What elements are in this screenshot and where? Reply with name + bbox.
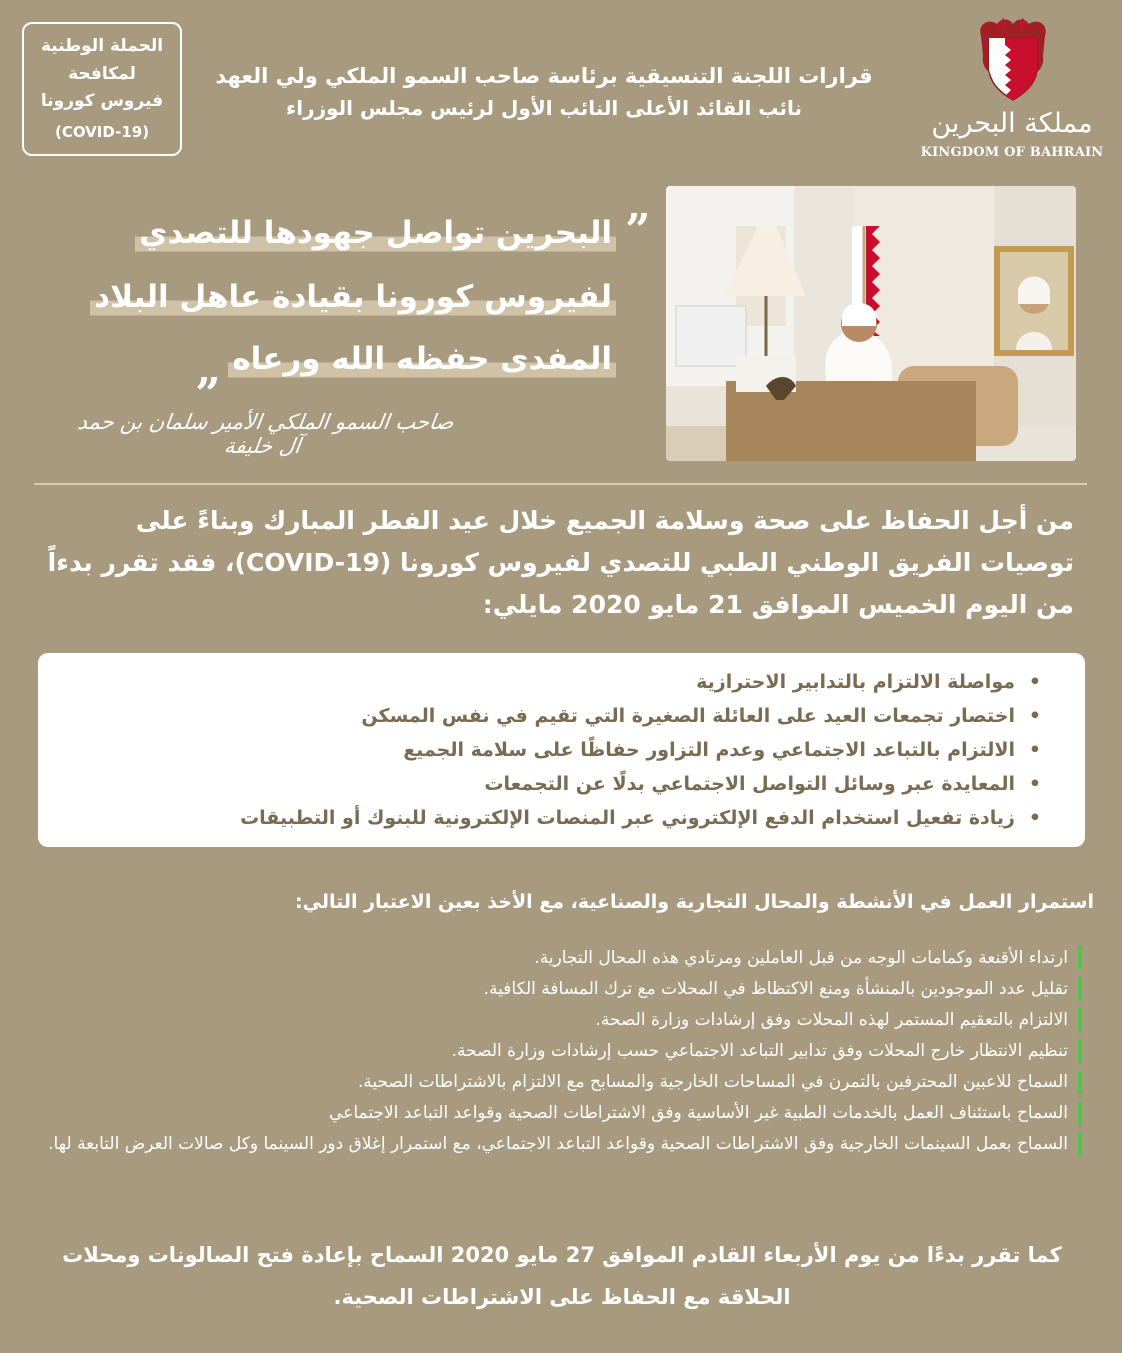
list-item: السماح باستئناف العمل بالخدمات الطبية غير الأساسية وفق الاشتراطات الصحية وقواعد التباعد الاجتماعي bbox=[22, 1101, 1082, 1125]
badge-line: (COVID-19) bbox=[54, 122, 150, 141]
quote-open-mark: „ bbox=[626, 180, 652, 231]
list-item: تقليل عدد الموجودين بالمنشأة ومنع الاكتظاظ في المحلات مع ترك المسافة الكافية. bbox=[22, 977, 1082, 1001]
list-item: السماح بعمل السينمات الخارجية وفق الاشتراطات الصحية وقواعد التباعد الاجتماعي، مع استمرار إغلاق دور السينما وكل صالات العرض التابعة لها. bbox=[22, 1132, 1082, 1156]
intro-paragraph: من أجل الحفاظ على صحة وسلامة الجميع خلال عيد الفطر المبارك وبناءً على توصيات الفريق الوطني الطبي للتصدي لفيروس كورونا (COVID-19)، فقد تقرر بدءاً من اليوم الخميس الموافق 21 مايو 2020 مايلي: bbox=[47, 506, 1074, 619]
header-title bbox=[184, 60, 904, 124]
list-item: • المعايدة عبر وسائل التواصل الاجتماعي بدلًا عن التجمعات bbox=[58, 767, 1041, 801]
closing-paragraph: كما تقرر بدءًا من يوم الأربعاء القادم الموافق 27 مايو 2020 السماح بإعادة فتح الصالونات ومحلات الحلاقة مع الحفاظ على الاشتراطات الصحية. bbox=[62, 1243, 1062, 1309]
badge-line: فيروس كورونا bbox=[40, 90, 164, 111]
quote-line-2: لفيروس كورونا بقيادة عاهل البلاد bbox=[90, 274, 616, 320]
business-conditions-list bbox=[22, 946, 1082, 1163]
badge-line: لمكافحة bbox=[68, 63, 136, 84]
section-divider bbox=[34, 483, 1087, 485]
signature: صاحب السمو الملكي الأمير سلمان بن حمد آل خليفة bbox=[76, 410, 456, 458]
quote-line-3: المفدى حفظه الله ورعاه bbox=[228, 336, 616, 382]
quote-close-mark: „ bbox=[196, 344, 222, 395]
quote-line-1: البحرين تواصل جهودها للتصدي bbox=[135, 210, 616, 256]
header-line-1: قرارات اللجنة التنسيقية برئاسة صاحب السمو الملكي ولي العهد bbox=[215, 64, 873, 88]
list-item: ارتداء الأقنعة وكمامات الوجه من قبل العاملين ومرتادي هذه المحال التجارية. bbox=[22, 946, 1082, 970]
logo-english: KINGDOM OF BAHRAIN bbox=[920, 145, 1104, 160]
list-item: • اختصار تجمعات العيد على العائلة الصغيرة التي تقيم في نفس المسكن bbox=[58, 699, 1041, 733]
header-line-2: نائب القائد الأعلى النائب الأول لرئيس مجلس الوزراء bbox=[286, 96, 802, 120]
list-item: تنظيم الانتظار خارج المحلات وفق تدابير التباعد الاجتماعي حسب إرشادات وزارة الصحة. bbox=[22, 1039, 1082, 1063]
logo-arabic: مملكة البحرين bbox=[931, 108, 1093, 139]
list-item: السماح للاعبين المحترفين بالتمرن في المساحات الخارجية والمسابح مع الالتزام بالاشتراطات الصحية. bbox=[22, 1070, 1082, 1094]
campaign-badge bbox=[22, 22, 182, 156]
list-item: الالتزام بالتعقيم المستمر لهذه المحلات وفق إرشادات وزارة الصحة. bbox=[22, 1008, 1082, 1032]
list-item: • زيادة تفعيل استخدام الدفع الإلكتروني عبر المنصات الإلكترونية للبنوك أو التطبيقات bbox=[58, 801, 1041, 835]
badge-line: الحملة الوطنية bbox=[40, 35, 164, 56]
crown-prince-photo bbox=[666, 186, 1076, 461]
business-section-title: استمرار العمل في الأنشطة والمحال التجارية والصناعية، مع الأخذ بعين الاعتبار التالي: bbox=[295, 891, 1094, 913]
list-item: • الالتزام بالتباعد الاجتماعي وعدم التزاور حفاظًا على سلامة الجميع bbox=[58, 733, 1041, 767]
bahrain-emblem-icon bbox=[975, 16, 1051, 104]
eid-measures-box bbox=[38, 653, 1085, 847]
list-item: • مواصلة الالتزام بالتدابير الاحترازية bbox=[58, 665, 1041, 699]
